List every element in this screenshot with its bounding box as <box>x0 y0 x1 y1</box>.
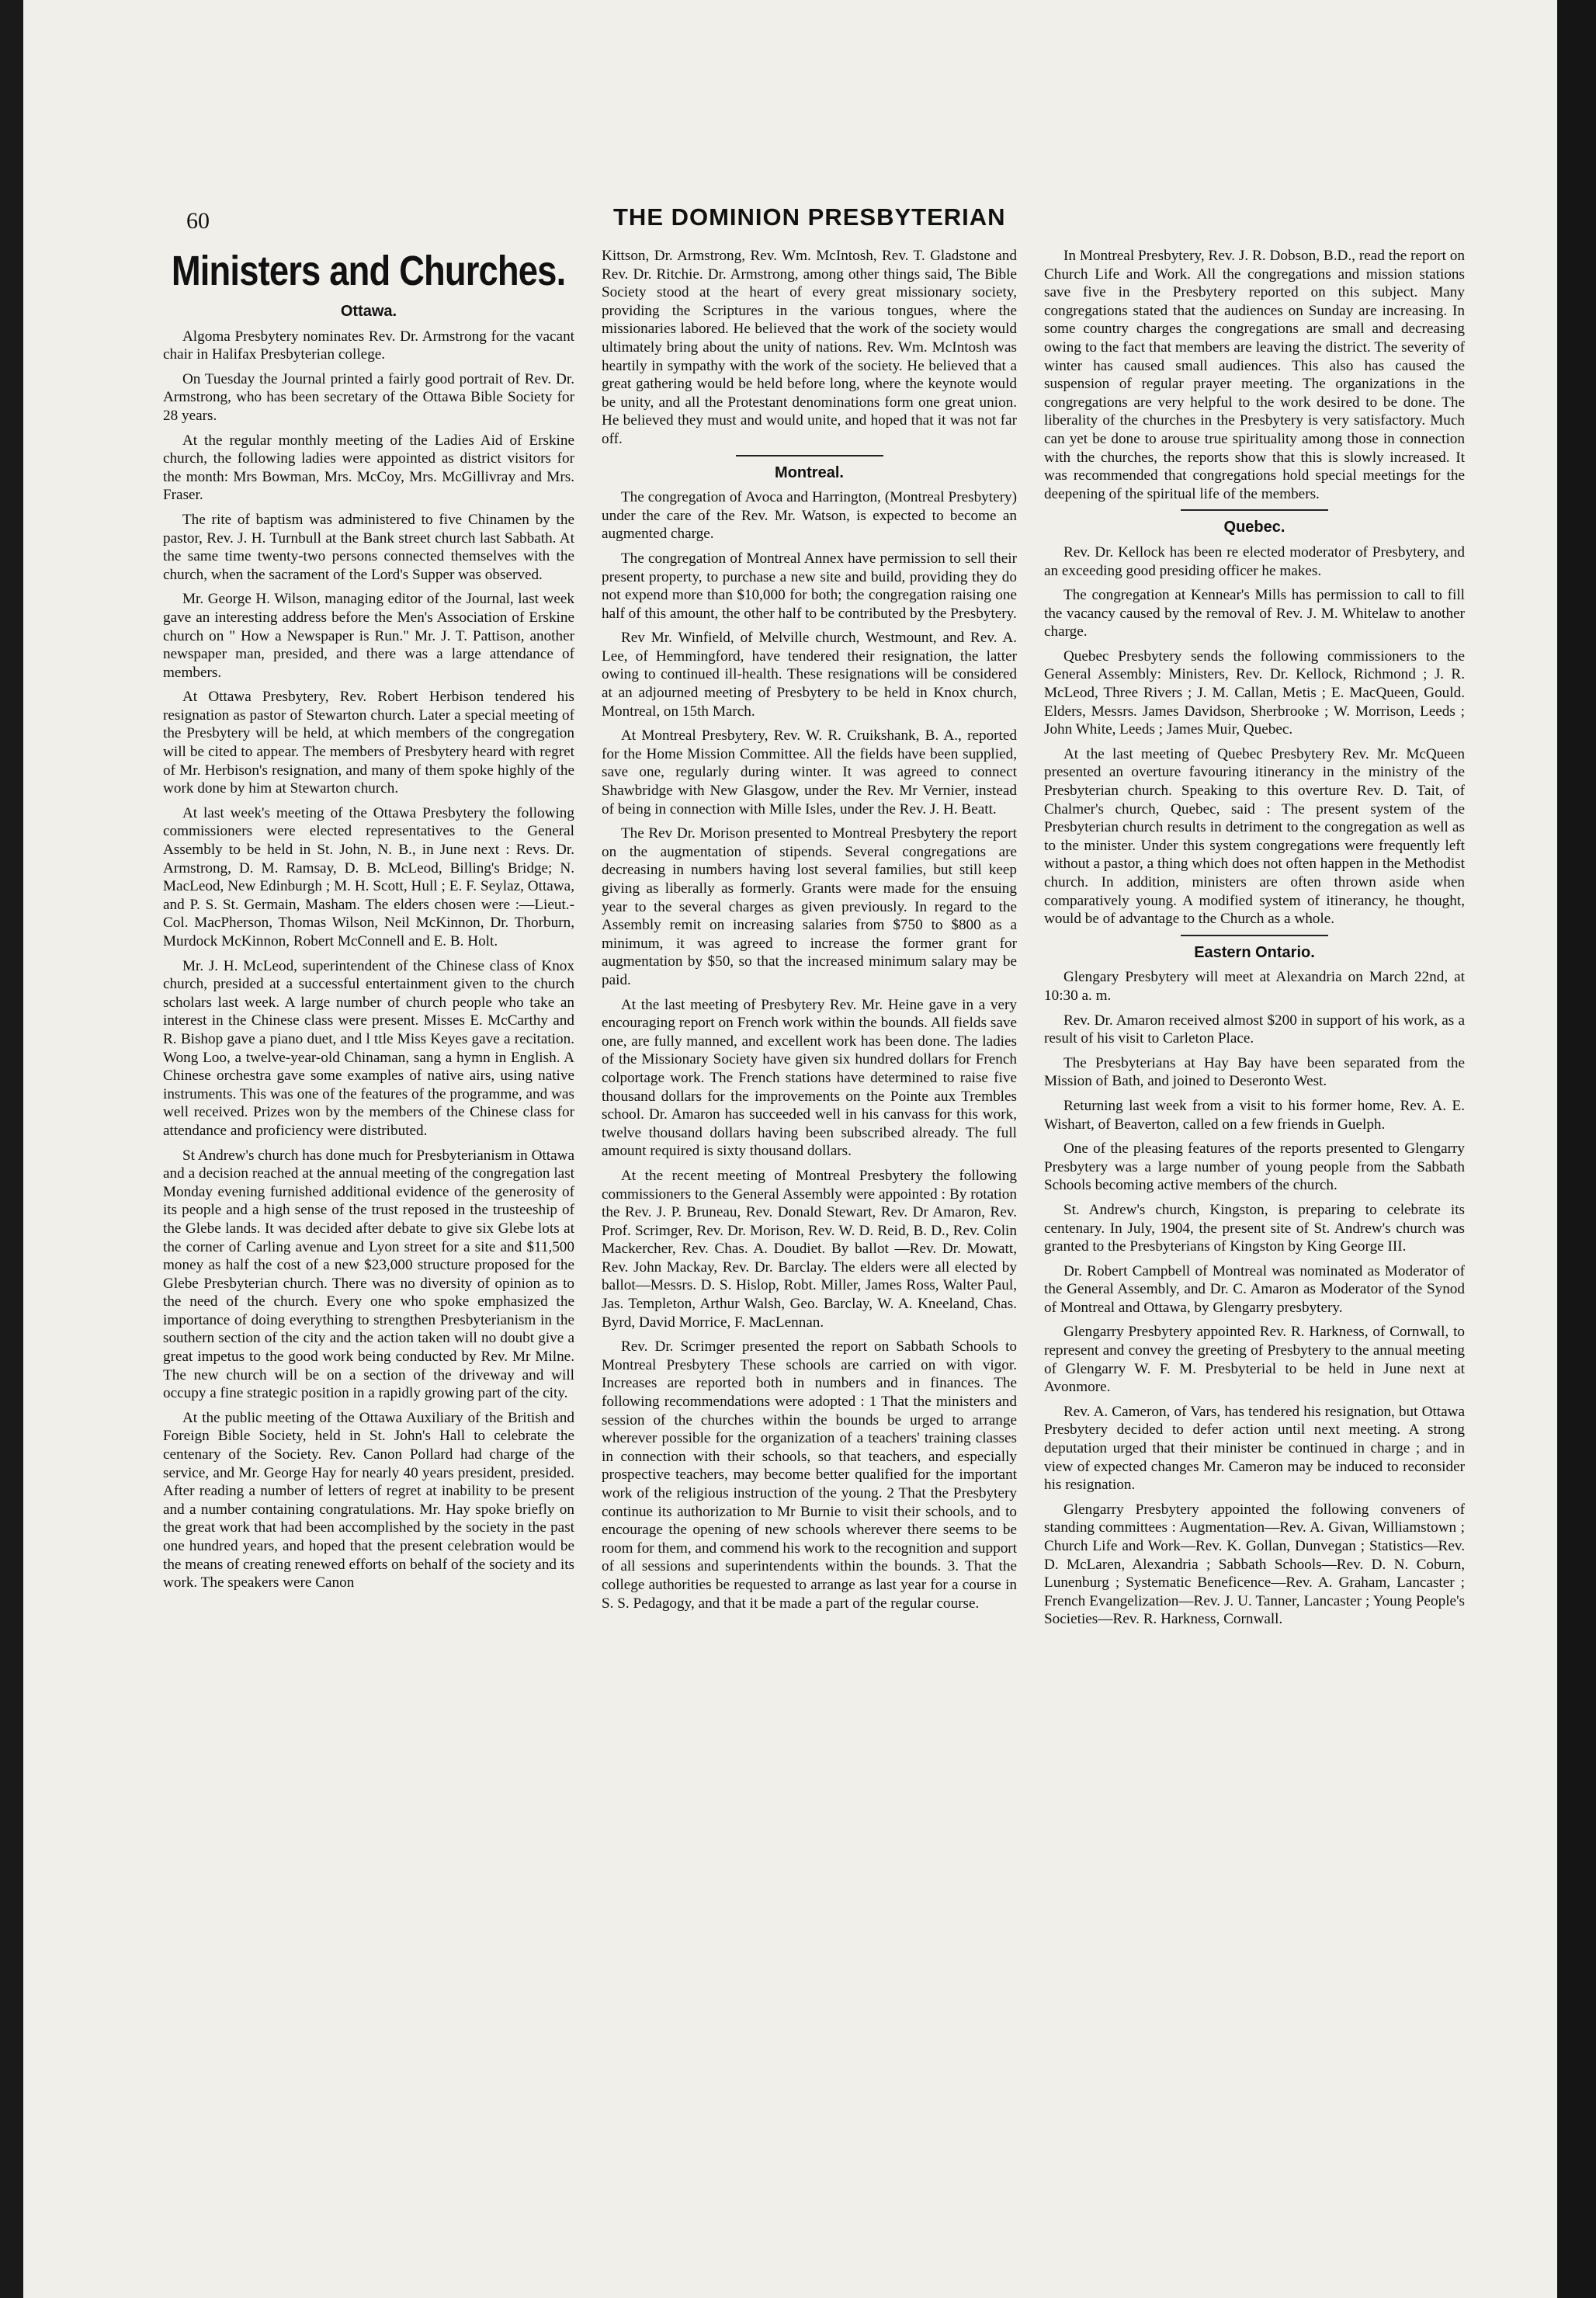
heading-ottawa: Ottawa. <box>340 303 397 320</box>
paragraph: Dr. Robert Campbell of Montreal was nominated as Moderator of the General Assembly, and Dr. C. Amaron as Moderator of the Synod of Montreal and Ottawa, by Glengarry presbytery. <box>1044 1262 1465 1316</box>
column-3 <box>1044 247 1465 1635</box>
divider <box>1181 935 1328 936</box>
paragraph: At last week's meeting of the Ottawa Presbytery the following commissioners were elected representatives to the General Assembly to be held in St. John, N. B., in June next : Revs. Dr. Armstrong, D. M. Ramsay, D. B. McLeod, Billing's Bridge; N. MacLeod, New Edinburgh ; M. H. Scott, Hull ; E. F. Seylaz, Ottawa, and P. S. St. Germain, Masham. The elders chosen were :—Lieut.-Col. MacPherson, Thomas Wilson, Neil McKinnon, Dr. Thorburn, Murdock McKinnon, Robert McConnell and E. B. Holt. <box>163 804 574 949</box>
paragraph: Rev Mr. Winfield, of Melville church, Westmount, and Rev. A. Lee, of Hemmingford, have tendered their resignation, the latter owing to continued ill-health. These resignations will be considered at an adjourned meeting of Presbytery to be held in Knox church, Montreal, on 15th March. <box>602 630 1017 720</box>
paragraph: At the regular monthly meeting of the Ladies Aid of Erskine church, the following ladies were appointed as district visitors for the month: Mrs Bowman, Mrs. McCoy, Mrs. McGillivray and Mrs. Fraser. <box>163 432 574 504</box>
divider <box>736 455 883 456</box>
scan-edge-right <box>1557 0 1596 2298</box>
heading-eastern-ontario: Eastern Ontario. <box>1194 943 1315 961</box>
column-1 <box>163 241 574 1599</box>
section-title: Ministers and Churches. <box>171 248 566 294</box>
paragraph: On Tuesday the Journal printed a fairly good portrait of Rev. Dr. Armstrong, who has been secretary of the Ottawa Bible Society for 28 years. <box>163 370 574 424</box>
column-2 <box>602 247 1017 1619</box>
paragraph: Mr. J. H. McLeod, superintendent of the Chinese class of Knox church, presided at a successful entertainment given to the church scholars last week. A large number of church people who take an interest in the Chinese class were present. Misses E. McCarthy and R. Bishop gave a piano duet, and l ttle Miss Keyes gave a recitation. Wong Loo, a twelve-year-old Chinaman, sang a hymn in English. A Chinese orchestra gave some examples of native airs, using native instruments. This was one of the features of the programme, and was well received. Prizes won by the members of the Chinese class for attendance and proficiency were distributed. <box>163 957 574 1139</box>
paragraph: At the recent meeting of Montreal Presbytery the following commissioners to the General Assembly were appointed : By rotation the Rev. J. P. Bruneau, Rev. Donald Stewart, Rev. Dr Amaron, Rev. Prof. Scrimger, Rev. Dr. Morison, Rev. W. D. Reid, B. D., Rev. Colin Mackercher, Rev. Chas. A. Doudiet. By ballot —Rev. Dr. Mowatt, Rev. John Mackay, Rev. Dr. Barclay. The elders were all elected by ballot—Messrs. D. S. Hislop, Robt. Miller, James Ross, Walter Paul, Jas. Templeton, Arthur Walsh, Geo. Barclay, W. A. Kneeland, Chas. Byrd, David Morrice, F. MacLennan. <box>602 1167 1017 1331</box>
scan-edge-left <box>0 0 23 2298</box>
heading-montreal: Montreal. <box>775 463 844 481</box>
paragraph: St Andrew's church has done much for Presbyterianism in Ottawa and a decision reached at the annual meeting of the congregation last Monday evening furnished additional evidence of the generosity of its people and a high sense of the trust reposed in the trusteeship of the Glebe lands. It was decided after debate to give six Glebe lots at the corner of Carling avenue and Lyon street for a site and $11,500 money as half the cost of a new $23,000 structure proposed for the Glebe Presbyterian church. There was no diversity of opinion as to the need of the church. Every one who spoke emphasized the importance of doing everything to strengthen Presbyterianism in the southern section of the city and the action taken will no doubt give a great impetus to the good work being conducted by Rev. Mr Milne. The new church will be on a section of the driveway and will occupy a fine strategic position in a rapidly growing part of the city. <box>163 1147 574 1402</box>
paragraph: The Presbyterians at Hay Bay have been separated from the Mission of Bath, and joined to Deseronto West. <box>1044 1054 1465 1090</box>
page-number: 60 <box>186 208 210 234</box>
paragraph: Mr. George H. Wilson, managing editor of the Journal, last week gave an interesting address before the Men's Association of Erskine church on " How a Newspaper is Run." Mr. J. T. Pattison, another newspaper man, presided, and there was a large attendance of members. <box>163 591 574 681</box>
paragraph: Glengarry Presbytery appointed the following conveners of standing committees : Augmentation—Rev. A. Givan, Williamstown ; Church Life and Work—Rev. K. Gollan, Dunvegan ; Statistics—Rev. D. McLaren, Alexandria ; Sabbath Schools—Rev. D. N. Coburn, Lunenburg ; Systematic Beneficence—Rev. A. Graham, Lancaster ; French Evangelization—Rev. J. U. Tanner, Lancaster ; Young People's Societies—Rev. R. Harkness, Cornwall. <box>1044 1501 1465 1628</box>
paragraph: At the public meeting of the Ottawa Auxiliary of the British and Foreign Bible Society, held in St. John's Hall to celebrate the centenary of the Society. Rev. Canon Pollard had charge of the service, and Mr. George Hay for nearly 40 years president, presided. After reading a number of letters of regret at inability to be present and a number containing congratulations. Mr. Hay spoke briefly on the great work that had been accomplished by the society in the past one hundred years, and hoped that the present celebration would be the means of creating renewed efforts on behalf of the society and its work. The speakers were Canon <box>163 1409 574 1592</box>
paragraph: At the last meeting of Presbytery Rev. Mr. Heine gave in a very encouraging report on French work within the bounds. All fields save one, are fully manned, and excellent work has been done. The ladies of the Missionary Society have given six hundred dollars for French colportage work. The French stations have determined to raise five thousand dollars for the improvements on the Pointe aux Trembles school. Dr. Amaron has succeeded well in his canvass for this work, twelve thousand dollars having been subscribed already. The full amount required is sixty thousand dollars. <box>602 996 1017 1160</box>
paragraph: In Montreal Presbytery, Rev. J. R. Dobson, B.D., read the report on Church Life and Work. All the congregations and mission stations save five in the Presbytery reported on this subject. Many congregations stated that the audiences on Sunday are increasing. In some country charges the congregations are small and decreasing owing to the fact that members are leaving the district. The severity of winter has caused small audiences. This also has caused the suspension of regular prayer meeting. The organizations in the congregations are very helpful to the work desired to be done. The liberality of the churches in the Presbytery is very satisfactory. Much can yet be done to arouse true spirituality among those in connection with the churches, the reports show that this is slowly increased. It was recommended that congregations hold special meetings for the deepening of the spiritual life of the members. <box>1044 248 1465 502</box>
paragraph: At Ottawa Presbytery, Rev. Robert Herbison tendered his resignation as pastor of Stewarton church. Later a special meeting of the Presbytery will be held, at which members of the congregation will be cited to appear. The members of Presbytery heard with regret of Mr. Herbison's resignation, and many of them spoke highly of the work done by him at Stewarton church. <box>163 689 574 797</box>
paragraph: St. Andrew's church, Kingston, is preparing to celebrate its centenary. In July, 1904, the present site of St. Andrew's church was granted to the Presbyterians of Kingston by King George III. <box>1044 1201 1465 1255</box>
paragraph: The congregation of Montreal Annex have permission to sell their present property, to purchase a new site and build, providing they do not expend more than $10,000 for both; the congregation raising one half of this amount, the other half to be contributed by the Presbytery. <box>602 550 1017 622</box>
paragraph: The congregation at Kennear's Mills has permission to call to fill the vacancy caused by the removal of Rev. J. M. Whitelaw to another charge. <box>1044 587 1465 640</box>
publication-title: THE DOMINION PRESBYTERIAN <box>613 203 1006 231</box>
paragraph: Returning last week from a visit to his former home, Rev. A. E. Wishart, of Beaverton, called on a few friends in Guelph. <box>1044 1097 1465 1133</box>
paragraph: Glengary Presbytery will meet at Alexandria on March 22nd, at 10:30 a. m. <box>1044 969 1465 1004</box>
paragraph: The rite of baptism was administered to five Chinamen by the pastor, Rev. J. H. Turnbull at the Bank street church last Sabbath. At the same time twenty-two persons connected themselves with the church, when the sacrament of the Lord's Supper was observed. <box>163 511 574 583</box>
paragraph: Rev. A. Cameron, of Vars, has tendered his resignation, but Ottawa Presbytery decided to defer action until next meeting. A strong deputation urged that their minister be continued in charge ; and in view of expected changes Mr. Cameron may be induced to reconsider his resignation. <box>1044 1403 1465 1494</box>
divider <box>1181 509 1328 511</box>
paragraph: The congregation of Avoca and Harrington, (Montreal Presbytery) under the care of the Rev. Mr. Watson, is expected to become an augmented charge. <box>602 489 1017 543</box>
paragraph: Rev. Dr. Scrimger presented the report on Sabbath Schools to Montreal Presbytery These schools are carried on with vigor. Increases are reported both in numbers and in finances. The following recommendations were adopted : 1 That the ministers and session of the churches within the bounds be urged to arrange wherever possible for the organization of a teachers' training classes in connection with their schools, so that teachers, and especially prospective teachers, may become better qualified for the important work of the religious instruction of the young. 2 That the Presbytery continue its authorization to Mr Burnie to visit their schools, and to encourage the opening of new schools wherever there seems to be room for them, and commend his work to the recognition and support of all sessions and superintendents within the bounds. 3. That the college authorities be requested to arrange as last year for a course in S. S. Pedagogy, and that it be made a part of the regular course. <box>602 1338 1018 1612</box>
paragraph: Quebec Presbytery sends the following commissioners to the General Assembly: Ministers, Rev. Dr. Kellock, Richmond ; J. R. McLeod, Three Rivers ; J. M. Callan, Metis ; E. MacQueen, Gould. Elders, Messrs. James Davidson, Sherbrooke ; W. Morrison, Leeds ; John White, Leeds ; James Muir, Quebec. <box>1044 647 1465 738</box>
paragraph: Rev. Dr. Amaron received almost $200 in support of his work, as a result of his visit to Carleton Place. <box>1044 1012 1465 1047</box>
paragraph: Glengarry Presbytery appointed Rev. R. Harkness, of Cornwall, to represent and convey the greeting of Presbytery to the annual meeting of Glengarry W. F. M. Presbyterial to be held in June next at Avonmore. <box>1044 1324 1465 1396</box>
heading-quebec: Quebec. <box>1223 519 1285 536</box>
paragraph: Algoma Presbytery nominates Rev. Dr. Armstrong for the vacant chair in Halifax Presbyterian college. <box>163 328 574 363</box>
paragraph: Kittson, Dr. Armstrong, Rev. Wm. McIntosh, Rev. T. Gladstone and Rev. Dr. Ritchie. Dr. Armstrong, among other things said, The Bible Society stood at the heart of every great missionary society, providing the Scriptures in the various tongues, where the missionaries labored. He believed that the work of the society would ultimately bring about the unity of nations. Rev. Wm. McIntosh was heartily in sympathy with the work of the society. He believed that a great gathering would be held before long, where the keynote would be unity, and all the Protestant denominations form one great union. He believed they must and would unite, and hoped that it was not far off. <box>602 248 1017 447</box>
paragraph: Rev. Dr. Kellock has been re elected moderator of Presbytery, and an exceeding good presiding officer he makes. <box>1044 543 1465 579</box>
paragraph: At Montreal Presbytery, Rev. W. R. Cruikshank, B. A., reported for the Home Mission Committee. All the fields have been supplied, save one, regularly during winter. It was agreed to connect Shawbridge with New Glasgow, under the Rev. Mr Vernier, instead of being in connection with Mille Isles, under the Rev. J. H. Beatt. <box>602 727 1017 817</box>
paragraph: At the last meeting of Quebec Presbytery Rev. Mr. McQueen presented an overture favouring itinerancy in the ministry of the Presbyterian church. Speaking to this overture Rev. D. Tait, of Chalmer's church, Quebec, said : The present system of the Presbyterian church results in detriment to the congregation as well as to the minister. Under this system congregations were frequently left without a pastor, a thing which does not often happen in the Methodist church. In addition, ministers are often thrown aside when comparatively young. A modified system of itinerancy, he thought, would be of advantage to the Church as a whole. <box>1044 745 1465 928</box>
paragraph: One of the pleasing features of the reports presented to Glengarry Presbytery was a large number of young people from the Sabbath Schools becoming active members of the church. <box>1044 1140 1465 1194</box>
paragraph: The Rev Dr. Morison presented to Montreal Presbytery the report on the augmentation of stipends. Several congregations are decreasing in numbers having lost several families, but still keep giving as liberally as formerly. Grants were made for the ensuing year to the several charges as given previously. In regard to the Assembly remit on increasing salaries from $750 to $800 as a minimum, it was agreed to increase the former grant for augmentation by $50, so that the increased minimum salary may be paid. <box>602 825 1017 988</box>
